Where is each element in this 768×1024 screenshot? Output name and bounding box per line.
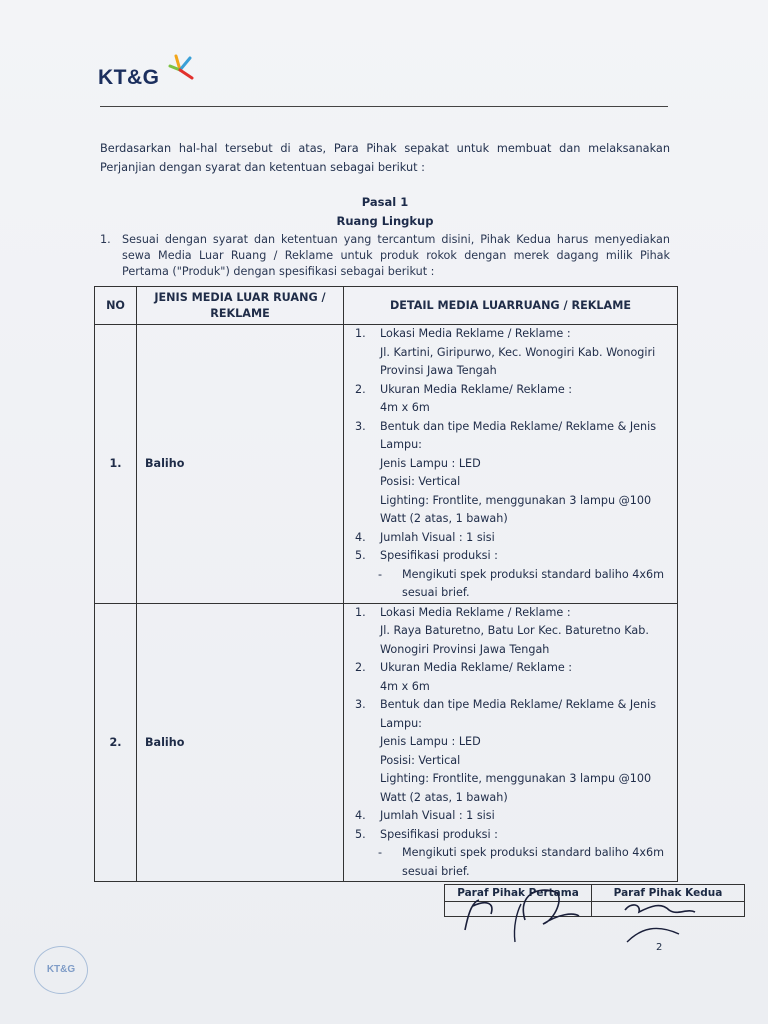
detail-line: Provinsi Jawa Tengah [380,364,497,377]
clause-text: Sesuai dengan syarat dan ketentuan yang tercantum disini, Pihak Kedua harus menyediakan sewa Media Luar Ruang / Reklame untuk produk rokok dengan merek dagang milik Pihak Pertama ("Produk") dengan spesifikasi sebagai berikut : [122,233,670,278]
detail-item-text: Spesifikasi produksi : [380,549,498,562]
detail-line: 4m x 6m [380,401,430,414]
pasal-subtitle: Ruang Lingkup [336,214,434,228]
page-number: 2 [656,942,663,953]
detail-item-text: Lokasi Media Reklame / Reklame : [380,605,571,619]
row-number: 1. [95,325,137,604]
header-divider [100,106,668,107]
detail-line: Watt (2 atas, 1 bawah) [380,512,508,525]
bullet-dash-icon: - [378,846,383,859]
clause-1 [100,232,670,280]
detail-item [350,325,671,344]
media-table [94,286,678,882]
detail-line: Posisi: Vertical [380,475,461,488]
detail-item-number: 1. [355,605,366,619]
detail-item-number: 5. [355,549,366,562]
detail-sub-item [350,566,671,603]
company-stamp: KT&G [34,946,88,994]
detail-item-text: Ukuran Media Reklame/ Reklame : [380,661,573,674]
company-logo [98,66,160,90]
detail-line: Watt (2 atas, 1 bawah) [380,790,508,804]
detail-item [350,696,671,715]
detail-item [350,807,671,826]
detail-item-number: 4. [355,530,366,544]
detail-item-number: 4. [355,809,366,822]
handwritten-signatures [455,880,705,950]
row-detail [344,603,678,882]
detail-item [350,418,671,437]
detail-item-text: Jumlah Visual : 1 sisi [380,809,495,822]
detail-item [350,604,671,623]
row-detail [344,325,678,604]
pasal-title: Pasal 1 [361,195,409,209]
detail-item-number: 2. [355,382,366,396]
paraf-pertama-label: Paraf Pihak Pertama [445,885,592,902]
intro-paragraph: Berdasarkan hal-hal tersebut di atas, Para Pihak sepakat untuk membuat dan melaksanakan Perjanjian dengan syarat dan ketentuan sebagai berikut : [100,142,670,174]
logo-burst-icon [168,54,198,82]
detail-line: Posisi: Vertical [380,753,461,767]
detail-item-text: Ukuran Media Reklame/ Reklame : [380,382,573,396]
detail-sub-item [350,844,671,881]
detail-line: Jenis Lampu : LED [380,735,481,748]
header-jenis: JENIS MEDIA LUAR RUANG / REKLAME [137,287,344,325]
detail-item [350,826,671,845]
bullet-dash-icon: - [378,567,383,581]
detail-item-text: Spesifikasi produksi : [380,827,498,841]
detail-item-number: 3. [355,419,366,433]
detail-item-number: 1. [355,327,366,340]
detail-line: Lampu: [380,438,422,451]
table-row [95,325,678,604]
detail-item-text: Jumlah Visual : 1 sisi [380,530,495,544]
header-no: NO [95,287,137,325]
detail-line: Lighting: Frontlite, menggunakan 3 lampu @100 [380,493,652,507]
detail-item-number: 2. [355,661,366,674]
header-detail: DETAIL MEDIA LUARRUANG / REKLAME [344,287,678,325]
detail-line: Jl. Raya Baturetno, Batu Lor Kec. Baturetno Kab. [380,624,649,637]
detail-line: Jenis Lampu : LED [380,456,481,470]
detail-item-text: Bentuk dan tipe Media Reklame/ Reklame & Jenis [380,419,657,433]
detail-item [350,659,671,678]
row-jenis: Baliho [137,325,344,604]
detail-line: Jl. Kartini, Giripurwo, Kec. Wonogiri Kab. Wonogiri [380,345,656,359]
detail-item-text: Bentuk dan tipe Media Reklame/ Reklame & Jenis [380,698,657,711]
clause-number: 1. [100,233,111,246]
detail-item [350,547,671,566]
detail-item-number: 3. [355,698,366,711]
table-row [95,603,678,882]
detail-line: Lampu: [380,716,422,730]
detail-sub-text: Mengikuti spek produksi standard baliho 4x6m sesuai brief. [402,567,665,599]
detail-line: Wonogiri Provinsi Jawa Tengah [380,642,550,656]
paraf-kedua-label: Paraf Pihak Kedua [592,885,745,902]
logo-text: KT&G [98,66,160,89]
detail-item [350,381,671,400]
detail-line: Lighting: Frontlite, menggunakan 3 lampu @100 [380,772,652,785]
detail-sub-text: Mengikuti spek produksi standard baliho 4x6m sesuai brief. [402,846,665,878]
detail-item-text: Lokasi Media Reklame / Reklame : [380,327,571,340]
table-header-row [95,287,678,325]
row-number: 2. [95,603,137,882]
detail-item-number: 5. [355,827,366,841]
row-jenis: Baliho [137,603,344,882]
detail-item [350,529,671,548]
detail-line: 4m x 6m [380,679,430,693]
